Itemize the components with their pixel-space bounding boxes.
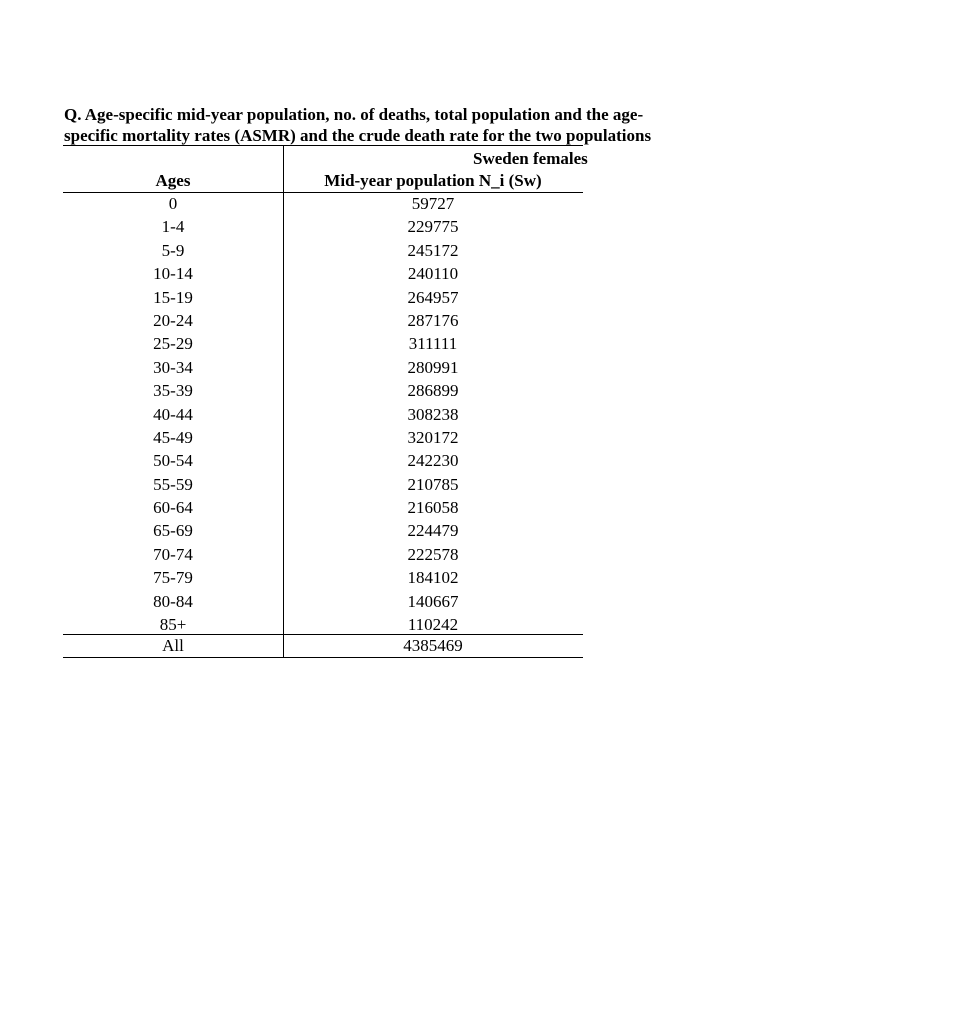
group-header-sweden: Sweden females bbox=[473, 149, 588, 168]
population-cell: 59727 bbox=[411, 194, 455, 213]
table-top-border bbox=[63, 145, 583, 146]
population-cell: 245172 bbox=[407, 240, 459, 260]
table-row bbox=[63, 356, 583, 379]
population-cell: 287176 bbox=[407, 310, 459, 330]
table-row bbox=[63, 262, 583, 285]
question-title bbox=[64, 104, 964, 146]
table-row bbox=[63, 309, 583, 332]
age-cell: 75-79 bbox=[153, 568, 193, 588]
table-row bbox=[63, 613, 583, 636]
age-cell: 1-4 bbox=[161, 217, 185, 237]
age-cell: 15-19 bbox=[153, 287, 193, 307]
age-cell: 85+ bbox=[159, 615, 187, 635]
table-row bbox=[63, 215, 583, 238]
population-cell: 280991 bbox=[407, 357, 459, 377]
column-header-ages: Ages bbox=[155, 171, 191, 190]
age-cell: 80-84 bbox=[153, 591, 193, 611]
population-cell: 224479 bbox=[407, 521, 459, 541]
age-cell: 45-49 bbox=[153, 427, 193, 447]
table-row bbox=[63, 192, 583, 215]
population-cell: 240110 bbox=[407, 264, 459, 284]
table-row bbox=[63, 332, 583, 355]
age-cell: 35-39 bbox=[153, 381, 193, 401]
table-row bbox=[63, 239, 583, 262]
title-line-1: Q. Age-specific mid-year population, no. of deaths, total population and the age- bbox=[64, 105, 644, 124]
title-line-2: specific mortality rates (ASMR) and the crude death rate for the two populations bbox=[64, 126, 652, 145]
age-cell: 65-69 bbox=[153, 521, 193, 541]
table-bottom-border bbox=[63, 657, 583, 658]
table-row bbox=[63, 519, 583, 542]
age-cell: 30-34 bbox=[153, 357, 193, 377]
population-cell: 140667 bbox=[407, 591, 459, 611]
total-row bbox=[63, 634, 583, 657]
population-cell: 320172 bbox=[407, 427, 459, 447]
age-cell: 55-59 bbox=[153, 474, 193, 494]
total-age-cell: All bbox=[162, 636, 184, 655]
population-cell: 264957 bbox=[407, 287, 459, 307]
population-cell: 308238 bbox=[407, 404, 459, 424]
table-row bbox=[63, 379, 583, 402]
age-cell: 60-64 bbox=[153, 498, 193, 518]
table-row bbox=[63, 473, 583, 496]
age-cell: 20-24 bbox=[153, 310, 193, 330]
column-header-population: Mid-year population N_i (Sw) bbox=[324, 171, 542, 190]
table-row bbox=[63, 403, 583, 426]
population-cell: 222578 bbox=[407, 544, 459, 564]
table-body bbox=[63, 192, 583, 636]
population-cell: 184102 bbox=[407, 568, 459, 588]
total-population-cell: 4385469 bbox=[403, 636, 463, 655]
table-row bbox=[63, 590, 583, 613]
age-cell: 70-74 bbox=[153, 544, 193, 564]
table-row bbox=[63, 566, 583, 589]
population-cell: 286899 bbox=[407, 381, 459, 401]
age-cell: 50-54 bbox=[153, 451, 193, 471]
population-cell: 110242 bbox=[407, 615, 459, 635]
population-cell: 229775 bbox=[407, 217, 459, 237]
population-cell: 210785 bbox=[407, 474, 459, 494]
table-row bbox=[63, 286, 583, 309]
age-cell: 10-14 bbox=[153, 264, 193, 284]
age-cell: 5-9 bbox=[161, 240, 185, 260]
population-cell: 311111 bbox=[408, 334, 458, 354]
table-row bbox=[63, 426, 583, 449]
population-cell: 216058 bbox=[407, 498, 459, 518]
table-row bbox=[63, 496, 583, 519]
table-row bbox=[63, 449, 583, 472]
age-cell: 40-44 bbox=[153, 404, 193, 424]
age-cell: 0 bbox=[168, 194, 178, 213]
population-cell: 242230 bbox=[407, 451, 459, 471]
age-cell: 25-29 bbox=[153, 334, 193, 354]
table-row bbox=[63, 543, 583, 566]
